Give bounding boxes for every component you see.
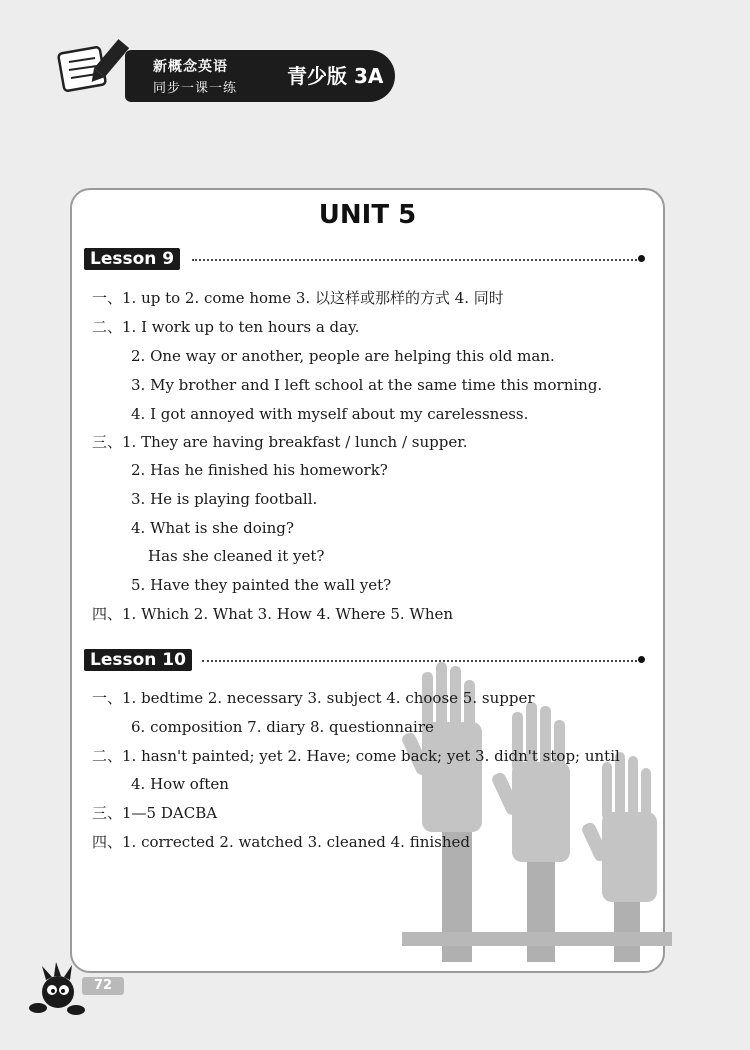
page-number: 72 [82,977,124,995]
series-title: 新概念英语 [153,59,228,75]
answer-line: 5. Have they painted the wall yet? [131,576,392,594]
answer-line: 二、1. hasn't painted; yet 2. Have; come back; yet 3. didn't stop; until [92,747,620,765]
answer-line: 4. What is she doing? [131,519,294,537]
divider-end-dot [638,255,645,262]
lesson-9-header [84,248,645,270]
dotted-divider [202,660,637,662]
lesson-9-label: Lesson 9 [84,248,180,270]
answer-line: 四、1. Which 2. What 3. How 4. Where 5. When [92,605,454,623]
answer-line: Has she cleaned it yet? [148,547,325,565]
lesson-10-header [84,649,645,671]
answer-line: 3. My brother and I left school at the same time this morning. [131,376,603,394]
dotted-divider [192,259,637,261]
answer-line: 四、1. corrected 2. watched 3. cleaned 4. finished [92,833,470,851]
answer-line: 一、1. up to 2. come home 3. 以这样或那样的方式 4. 同时 [92,289,504,307]
pencil-notebook-icon [55,36,135,96]
answer-line: 二、1. I work up to ten hours a day. [92,318,360,336]
lesson-10-label: Lesson 10 [84,649,192,671]
answer-line: 4. How often [131,775,229,793]
divider-end-dot [638,656,645,663]
banner [125,50,395,102]
answer-line: 三、1. They are having breakfast / lunch / supper. [92,433,468,451]
edition-label: 青少版 3A [287,64,384,88]
series-subtitle: 同步一课一练 [153,81,238,96]
answer-card [70,188,665,973]
answer-line: 2. Has he finished his homework? [131,461,388,479]
answer-line: 2. One way or another, people are helping this old man. [131,347,555,365]
answer-line: 三、1—5 DACBA [92,804,218,822]
answer-line: 4. I got annoyed with myself about my carelessness. [131,405,529,423]
answer-line: 一、1. bedtime 2. necessary 3. subject 4. choose 5. supper [92,689,535,707]
answer-line: 6. composition 7. diary 8. questionnaire [131,718,434,736]
mascot-icon [28,962,88,1017]
unit-title: UNIT 5 [318,200,417,230]
header [55,30,384,110]
answer-line: 3. He is playing football. [131,490,318,508]
